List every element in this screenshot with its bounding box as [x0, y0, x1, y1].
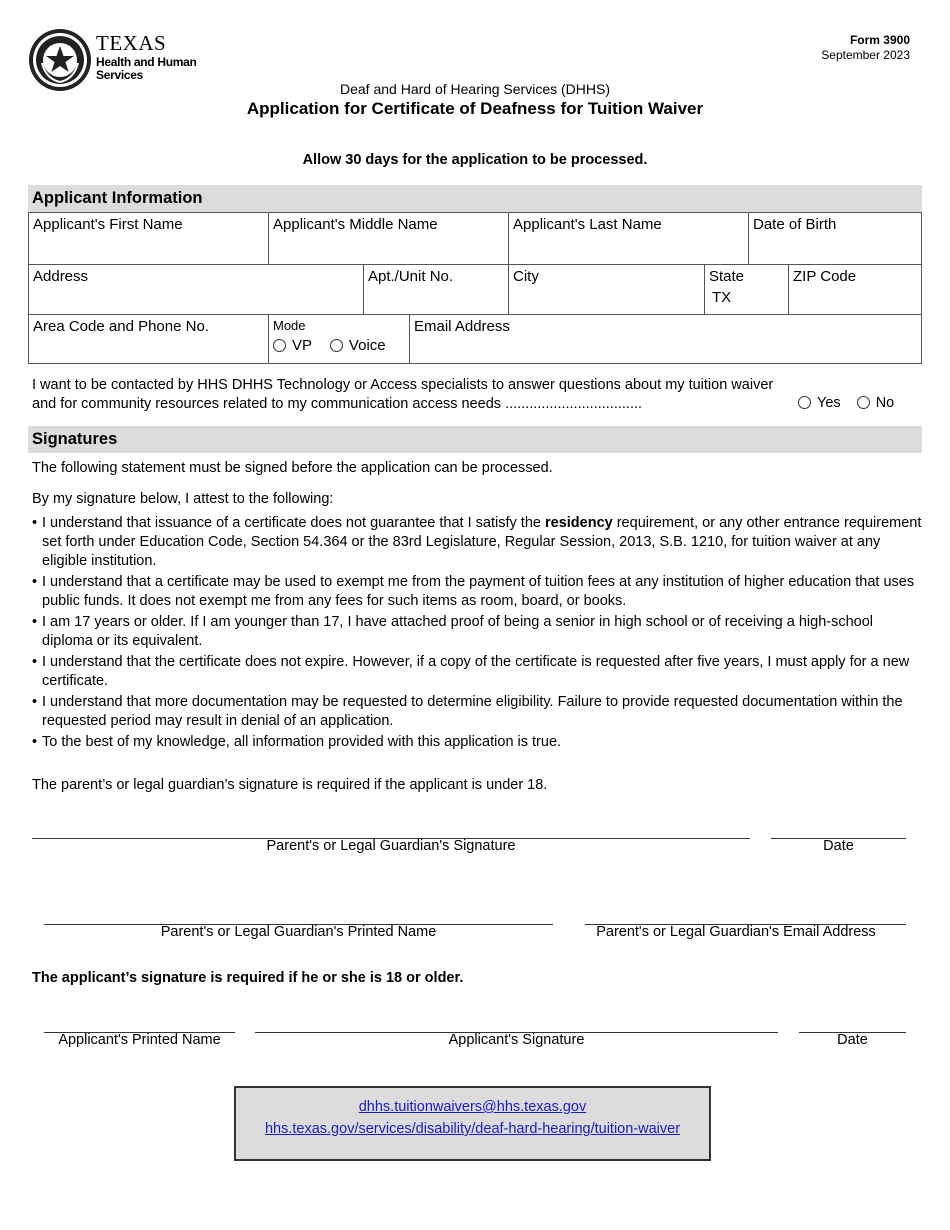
signature-intro: The following statement must be signed before the application can be processed.	[32, 460, 553, 476]
logo-line1: Health and Human	[96, 55, 197, 69]
signatures-header: Signatures	[28, 426, 922, 453]
applicant-printed-name-label: Applicant's Printed Name	[58, 1032, 221, 1048]
address-label: Address	[33, 268, 89, 285]
email-label: Email Address	[414, 318, 510, 335]
contact-email-link[interactable]: dhhs.tuitionwaivers@hhs.texas.gov	[358, 1099, 587, 1115]
form-date: September 2023	[821, 48, 910, 62]
guardian-note: The parent’s or legal guardian’s signature is required if the applicant is under 18.	[32, 777, 548, 793]
city-field[interactable]	[509, 265, 705, 314]
logo-texas: TEXAS	[96, 31, 167, 55]
bullet1-post: requirement, or any other entrance requirement set forth under Education Code, Section 54.364 or the 83rd Legislature, Regular Session, 2013, S.B. 1210, for tuition waiver at any eligible institution.	[42, 515, 922, 569]
first-name-label: Applicant's First Name	[33, 216, 183, 233]
dob-label: Date of Birth	[753, 216, 837, 233]
attestation-item-documentation: • I understand that more documentation may be requested to determine eligibility. Failure to provide requested documentation within the requested period may result in denial of an application.	[4, 693, 922, 731]
attestation-item-age: • I am 17 years or older. If I am younger than 17, I have attached proof of being a senior in high school or of receiving a high-school diploma or its equivalent.	[4, 613, 922, 651]
processing-note: Allow 30 days for the application to be processed.	[302, 152, 648, 168]
city-label: City	[513, 268, 539, 285]
consent-no-label: No	[875, 395, 895, 411]
guardian-signature-label: Parent's or Legal Guardian's Signature	[266, 838, 516, 854]
consent-yes-label: Yes	[817, 395, 841, 411]
zip-label: ZIP Code	[793, 268, 857, 285]
bullet1-bold: residency	[544, 515, 613, 531]
mode-voice-label: Voice	[348, 337, 386, 354]
form-number-block	[821, 33, 910, 63]
mode-field	[269, 315, 410, 363]
applicant-info-header: Applicant Information	[28, 185, 922, 212]
address-field[interactable]	[29, 265, 364, 314]
state-value: TX	[712, 289, 732, 306]
page-title: Application for Certificate of Deafness for Tuition Waiver	[246, 99, 704, 118]
applicant-note: The applicant’s signature is required if he or she is 18 or older.	[32, 970, 464, 986]
middle-name-label: Applicant's Middle Name	[273, 216, 438, 233]
applicant-info-grid	[28, 212, 922, 364]
attestation-item-expiry: • I understand that the certificate does not expire. However, if a copy of the certificate is requested after five years, I must apply for a new certificate.	[4, 653, 922, 691]
apt-label: Apt./Unit No.	[368, 268, 454, 285]
phone-field[interactable]	[29, 315, 269, 363]
contact-consent-text: I want to be contacted by HHS DHHS Technology or Access specialists to answer questions about my tuition waiver and for community resources related to my communication access needs ..................................	[32, 377, 774, 412]
attest-intro: By my signature below, I attest to the following:	[32, 491, 334, 507]
consent-yes-radio[interactable]	[798, 396, 811, 409]
consent-no-radio[interactable]	[857, 396, 870, 409]
mode-voice-radio[interactable]	[330, 339, 343, 352]
applicant-date-label: Date	[837, 1032, 868, 1048]
guardian-printed-name-label: Parent's or Legal Guardian's Printed Name	[160, 924, 437, 940]
zip-field[interactable]	[789, 265, 921, 314]
last-name-field[interactable]	[509, 213, 749, 264]
contact-row	[29, 315, 921, 363]
name-row	[29, 213, 921, 265]
dob-field[interactable]	[749, 213, 921, 264]
phone-label: Area Code and Phone No.	[33, 318, 209, 335]
state-field[interactable]	[705, 265, 789, 314]
logo-line2: Services	[96, 68, 143, 82]
address-row	[29, 265, 921, 315]
attestation-item-truth: • To the best of my knowledge, all information provided with this application is true.	[4, 733, 922, 752]
contact-url-link[interactable]: hhs.texas.gov/services/disability/deaf-hard-hearing/tuition-waiver	[264, 1121, 681, 1137]
apt-field[interactable]	[364, 265, 509, 314]
contact-consent-options	[798, 395, 894, 411]
attestation-item-tuition: • I understand that a certificate may be used to exempt me from the payment of tuition fees at any institution of higher education that uses public funds. It does not exempt me from any fees for such items as room, board, or books.	[4, 573, 922, 611]
bullet1-pre: I understand that issuance of a certificate does not guarantee that I satisfy the	[42, 515, 545, 531]
guardian-email-label: Parent's or Legal Guardian's Email Address	[596, 924, 876, 940]
contact-box	[234, 1086, 711, 1161]
applicant-signature-label: Applicant's Signature	[448, 1032, 585, 1048]
first-name-field[interactable]	[29, 213, 269, 264]
mode-vp-radio[interactable]	[273, 339, 286, 352]
email-field[interactable]	[410, 315, 921, 363]
mode-vp-label: VP	[292, 337, 312, 354]
last-name-label: Applicant's Last Name	[513, 216, 662, 233]
mode-label: Mode	[273, 318, 306, 333]
form-number: Form 3900	[849, 33, 910, 47]
state-label: State	[709, 268, 745, 285]
middle-name-field[interactable]	[269, 213, 509, 264]
attestation-item-residency	[4, 514, 922, 571]
guardian-date-label: Date	[823, 838, 854, 854]
agency-name: Deaf and Hard of Hearing Services (DHHS)	[340, 81, 610, 97]
attestation-list	[32, 514, 922, 754]
